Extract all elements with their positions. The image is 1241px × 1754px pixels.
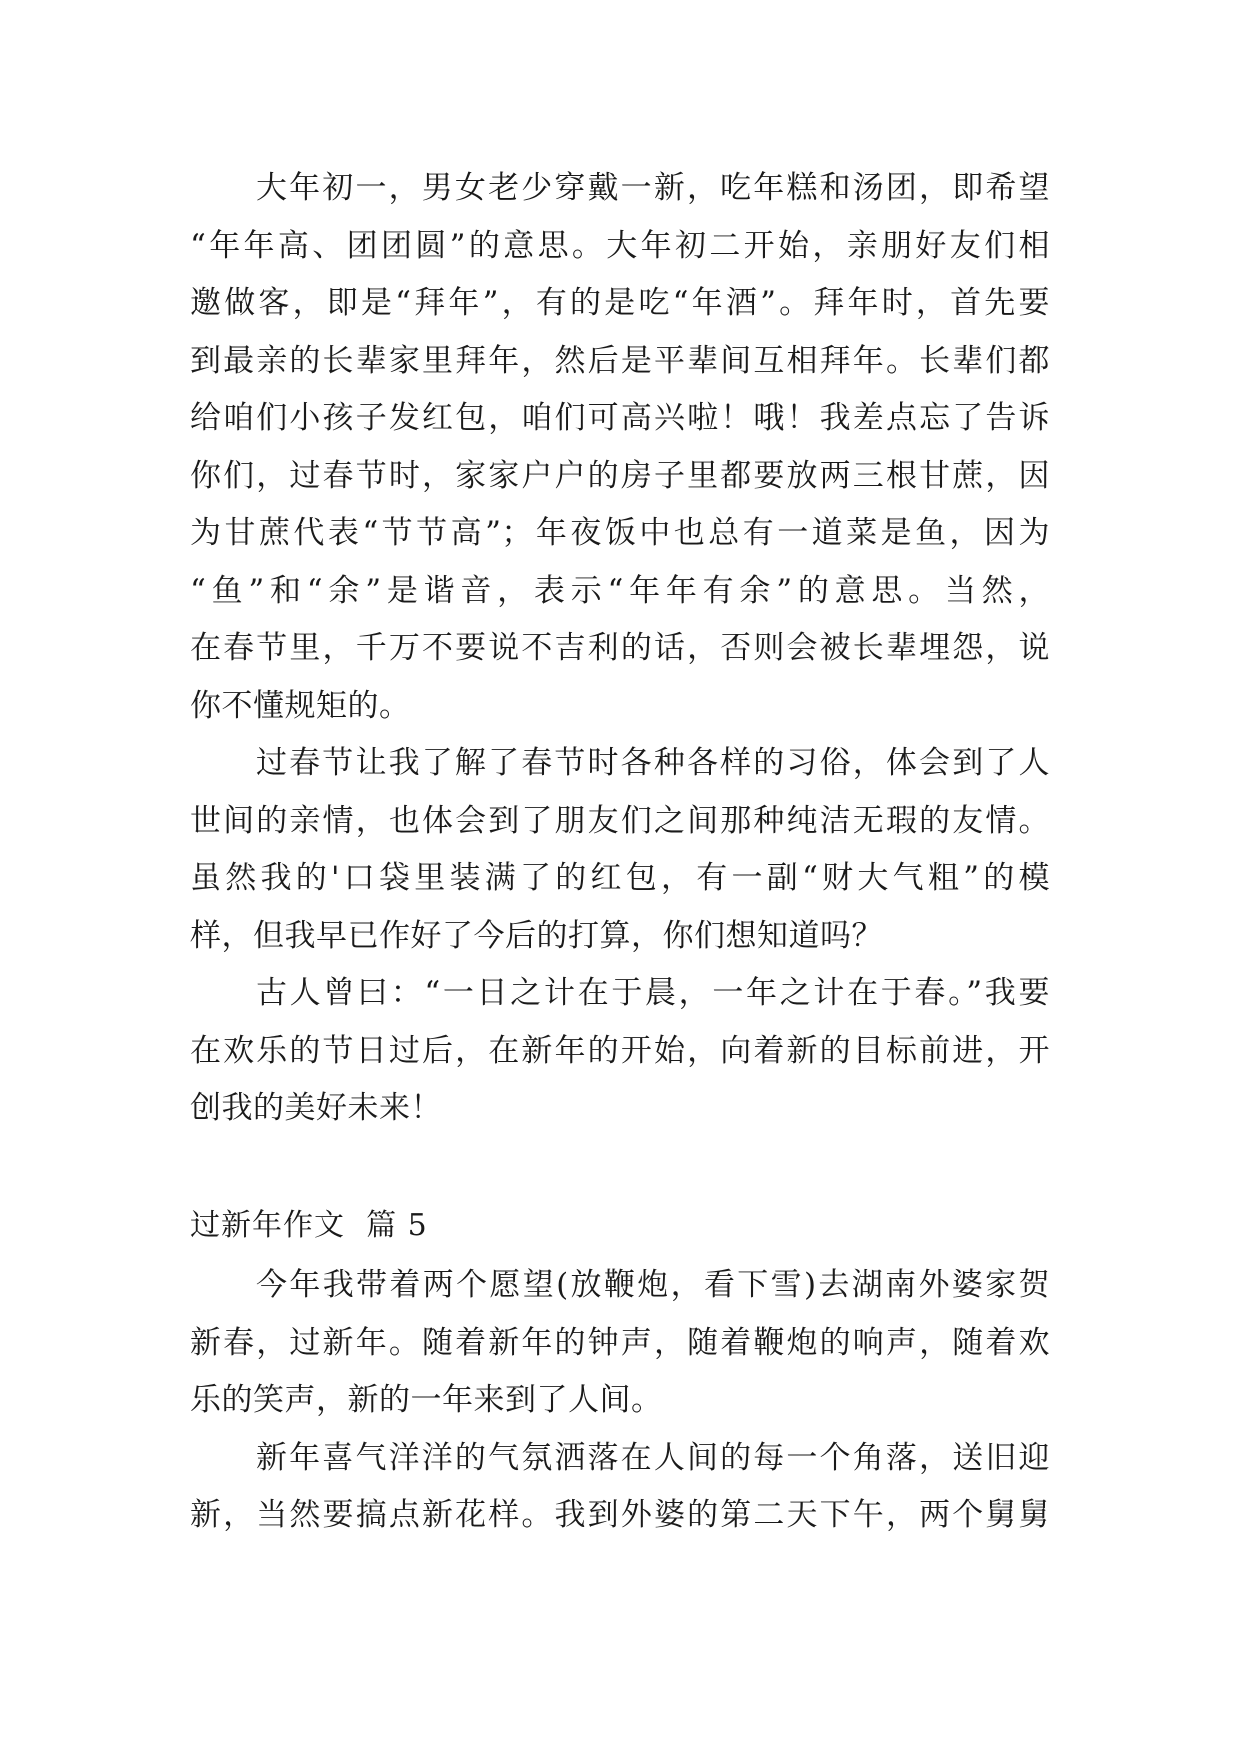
paragraph-2-line-1: 过春节让我了解了春节时各种各样的习俗，体会到了人 [256, 745, 1050, 781]
paragraph-1-line-6: 你们，过春节时，家家户户的房子里都要放两三根甘蔗，因 [190, 458, 1050, 494]
paragraph-1-line-8: “鱼”和“余”是谐音，表示“年年有余”的意思。当然， [190, 573, 1050, 609]
section-heading: 过新年作文 篇 5 [190, 1208, 428, 1243]
paragraph-3-line-2: 在欢乐的节日过后，在新年的开始，向着新的目标前进，开 [190, 1033, 1050, 1069]
paragraph-1-line-4: 到最亲的长辈家里拜年，然后是平辈间互相拜年。长辈们都 [190, 343, 1050, 379]
paragraph-5-line-2: 新，当然要搞点新花样。我到外婆的第二天下午，两个舅舅 [190, 1497, 1050, 1533]
paragraph-1-line-5: 给咱们小孩子发红包，咱们可高兴啦！哦！我差点忘了告诉 [190, 400, 1050, 436]
paragraph-4-line-3: 乐的笑声，新的一年来到了人间。 [190, 1382, 663, 1418]
paragraph-4-line-1: 今年我带着两个愿望(放鞭炮，看下雪)去湖南外婆家贺 [256, 1267, 1050, 1303]
paragraph-2-line-3: 虽然我的'口袋里装满了的红包，有一副“财大气粗”的模 [190, 860, 1050, 896]
paragraph-1-line-10: 你不懂规矩的。 [190, 688, 411, 724]
paragraph-1-line-7: 为甘蔗代表“节节高”；年夜饭中也总有一道菜是鱼，因为 [190, 515, 1050, 551]
paragraph-4-line-2: 新春，过新年。随着新年的钟声，随着鞭炮的响声，随着欢 [190, 1325, 1050, 1361]
paragraph-1-line-2: “年年高、团团圆”的意思。大年初二开始，亲朋好友们相 [190, 228, 1050, 264]
paragraph-2-line-2: 世间的亲情，也体会到了朋友们之间那种纯洁无瑕的友情。 [190, 803, 1050, 839]
paragraph-1-line-9: 在春节里，千万不要说不吉利的话，否则会被长辈埋怨，说 [190, 630, 1050, 666]
paragraph-3-line-3: 创我的美好未来！ [190, 1090, 442, 1126]
paragraph-3-line-1: 古人曾曰：“一日之计在于晨，一年之计在于春。”我要 [256, 975, 1050, 1011]
paragraph-5-line-1: 新年喜气洋洋的气氛洒落在人间的每一个角落，送旧迎 [256, 1440, 1050, 1476]
paragraph-1-line-3: 邀做客，即是“拜年”，有的是吃“年酒”。拜年时，首先要 [190, 285, 1050, 321]
paragraph-2-line-4: 样，但我早已作好了今后的打算，你们想知道吗？ [190, 918, 883, 954]
paragraph-1-line-1: 大年初一，男女老少穿戴一新，吃年糕和汤团，即希望 [256, 170, 1050, 206]
